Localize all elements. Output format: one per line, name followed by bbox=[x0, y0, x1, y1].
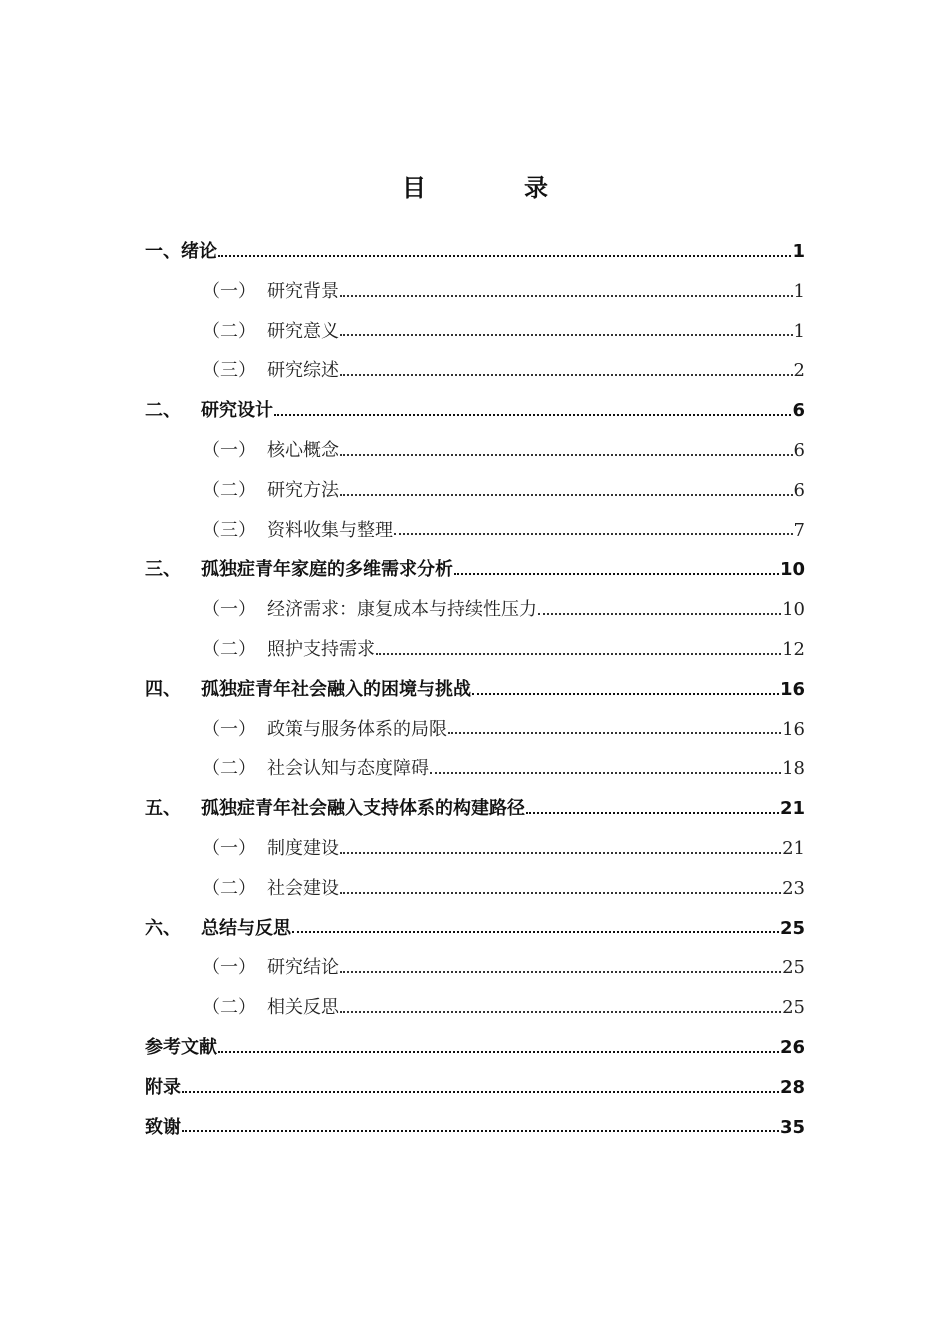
toc-section-entry[interactable] bbox=[145, 590, 805, 630]
toc-entry-title: 参考文献 bbox=[145, 1036, 217, 1058]
toc-page-number: 35 bbox=[779, 1116, 805, 1138]
toc-entry-number: （二） bbox=[202, 320, 256, 342]
toc-page-number: 21 bbox=[782, 837, 805, 859]
toc-entry-title: 研究设计 bbox=[201, 400, 273, 422]
toc-entry-number: （一） bbox=[202, 957, 256, 979]
toc-entry-title: 资料收集与整理 bbox=[267, 519, 393, 541]
dot-leader bbox=[182, 1130, 779, 1132]
toc-entry-number: （二） bbox=[202, 479, 256, 501]
toc-entry-title: 附录 bbox=[145, 1076, 181, 1098]
toc-chapter-entry[interactable] bbox=[145, 1108, 805, 1148]
toc-entry-title: 研究结论 bbox=[267, 957, 339, 979]
dot-leader bbox=[340, 494, 793, 496]
dot-leader bbox=[340, 892, 781, 894]
toc-chapter-entry[interactable] bbox=[145, 391, 805, 431]
toc-entry-number: （一） bbox=[202, 439, 256, 461]
toc-chapter-entry[interactable] bbox=[145, 1028, 805, 1068]
toc-entry-number: （二） bbox=[202, 638, 256, 660]
dot-leader bbox=[274, 414, 791, 416]
toc-entry-title: 研究综述 bbox=[267, 360, 339, 382]
dot-leader bbox=[340, 334, 793, 336]
toc-entry-title: 致谢 bbox=[145, 1116, 181, 1138]
toc-chapter-entry[interactable] bbox=[145, 232, 805, 272]
toc-page-number: 1 bbox=[792, 241, 805, 262]
toc-section-entry[interactable] bbox=[145, 829, 805, 869]
toc-page-number: 1 bbox=[793, 280, 805, 302]
toc-entry-title: 孤独症青年社会融入支持体系的构建路径 bbox=[201, 798, 525, 820]
toc-section-entry[interactable] bbox=[145, 988, 805, 1028]
toc-page-number: 10 bbox=[782, 599, 805, 621]
dot-leader bbox=[340, 1011, 781, 1013]
toc-page-number: 28 bbox=[779, 1076, 805, 1098]
toc-page-number: 21 bbox=[779, 798, 805, 820]
dot-leader bbox=[340, 852, 781, 854]
dot-leader bbox=[218, 1051, 779, 1053]
toc-page-number: 26 bbox=[779, 1036, 805, 1058]
toc-entry-number: （一） bbox=[202, 837, 256, 859]
toc-entry-title: 研究方法 bbox=[267, 479, 339, 501]
dot-leader bbox=[376, 653, 781, 655]
toc-page-number: 16 bbox=[779, 678, 805, 700]
toc-section-entry[interactable] bbox=[145, 471, 805, 511]
toc-entry-title: 孤独症青年社会融入的困境与挑战 bbox=[201, 678, 471, 700]
toc-page-number: 25 bbox=[782, 957, 805, 979]
dot-leader bbox=[526, 812, 779, 814]
toc-chapter-entry[interactable] bbox=[145, 909, 805, 949]
toc-entry-title: 研究背景 bbox=[267, 280, 339, 302]
toc-page-number: 7 bbox=[793, 519, 805, 541]
toc-entry-number: 三、 bbox=[145, 559, 181, 581]
toc-entry-number: 五、 bbox=[145, 798, 181, 820]
toc-chapter-entry[interactable] bbox=[145, 789, 805, 829]
toc-entry-number: 六、 bbox=[145, 917, 181, 939]
toc-entry-title: 相关反思 bbox=[267, 997, 339, 1019]
toc-page-number: 12 bbox=[782, 638, 805, 660]
toc-entry-title: 制度建设 bbox=[267, 837, 339, 859]
toc-section-entry[interactable] bbox=[145, 312, 805, 352]
toc-entry-title: 社会认知与态度障碍 bbox=[267, 758, 429, 780]
toc-entry-number: （一） bbox=[202, 718, 256, 740]
dot-leader bbox=[340, 971, 781, 973]
toc-section-entry[interactable] bbox=[145, 630, 805, 670]
dot-leader bbox=[472, 693, 779, 695]
toc-entry-number: （一） bbox=[202, 280, 256, 302]
toc-entry-title: 社会建设 bbox=[267, 877, 339, 899]
toc-section-entry[interactable] bbox=[145, 511, 805, 551]
toc-section-entry[interactable] bbox=[145, 869, 805, 909]
toc-entry-title: 研究意义 bbox=[267, 320, 339, 342]
dot-leader bbox=[340, 295, 793, 297]
toc-entry-number: 一、 bbox=[145, 241, 181, 262]
dot-leader bbox=[538, 613, 781, 615]
toc-entry-title: 孤独症青年家庭的多维需求分析 bbox=[201, 559, 453, 581]
toc-entry-number: （三） bbox=[202, 519, 256, 541]
toc-entry-number: 二、 bbox=[145, 400, 181, 422]
toc-section-entry[interactable] bbox=[145, 948, 805, 988]
toc-entry-number: （二） bbox=[202, 997, 256, 1019]
dot-leader bbox=[292, 931, 779, 933]
dot-leader bbox=[454, 573, 779, 575]
toc-entry-title: 照护支持需求 bbox=[267, 638, 375, 660]
table-of-contents bbox=[145, 232, 805, 1147]
dot-leader bbox=[394, 533, 793, 535]
toc-page-number: 10 bbox=[779, 559, 805, 581]
dot-leader bbox=[340, 374, 793, 376]
dot-leader bbox=[430, 772, 781, 774]
toc-page-number: 18 bbox=[782, 758, 805, 780]
toc-page-number: 25 bbox=[782, 997, 805, 1019]
toc-entry-title: 经济需求：康复成本与持续性压力 bbox=[267, 599, 537, 621]
toc-page-number: 6 bbox=[792, 400, 805, 422]
toc-entry-number: （一） bbox=[202, 599, 256, 621]
toc-entry-title: 政策与服务体系的局限 bbox=[267, 718, 447, 740]
title-char-right: 录 bbox=[524, 173, 548, 202]
dot-leader bbox=[448, 732, 781, 734]
toc-page-number: 1 bbox=[793, 320, 805, 342]
toc-page-number: 6 bbox=[793, 479, 805, 501]
toc-entry-number: （三） bbox=[202, 360, 256, 382]
toc-entry-number: 四、 bbox=[145, 678, 181, 700]
toc-section-entry[interactable] bbox=[145, 431, 805, 471]
toc-section-entry[interactable] bbox=[145, 749, 805, 789]
toc-section-entry[interactable] bbox=[145, 351, 805, 391]
toc-entry-number: （二） bbox=[202, 877, 256, 899]
page-title bbox=[0, 168, 950, 203]
dot-leader bbox=[218, 255, 791, 257]
toc-entry-title: 绪论 bbox=[181, 241, 217, 262]
toc-page-number: 6 bbox=[793, 439, 805, 461]
toc-section-entry[interactable] bbox=[145, 710, 805, 750]
dot-leader bbox=[182, 1091, 779, 1093]
toc-chapter-entry[interactable] bbox=[145, 670, 805, 710]
toc-section-entry[interactable] bbox=[145, 272, 805, 312]
toc-entry-number: （二） bbox=[202, 758, 256, 780]
toc-page-number: 16 bbox=[782, 718, 805, 740]
toc-page-number: 2 bbox=[793, 360, 805, 382]
title-char-left: 目 bbox=[402, 173, 426, 202]
toc-chapter-entry[interactable] bbox=[145, 550, 805, 590]
toc-chapter-entry[interactable] bbox=[145, 1068, 805, 1108]
toc-page-number: 25 bbox=[779, 917, 805, 939]
dot-leader bbox=[340, 454, 793, 456]
toc-entry-title: 核心概念 bbox=[267, 439, 339, 461]
toc-page-number: 23 bbox=[782, 877, 805, 899]
toc-entry-title: 总结与反思 bbox=[201, 917, 291, 939]
